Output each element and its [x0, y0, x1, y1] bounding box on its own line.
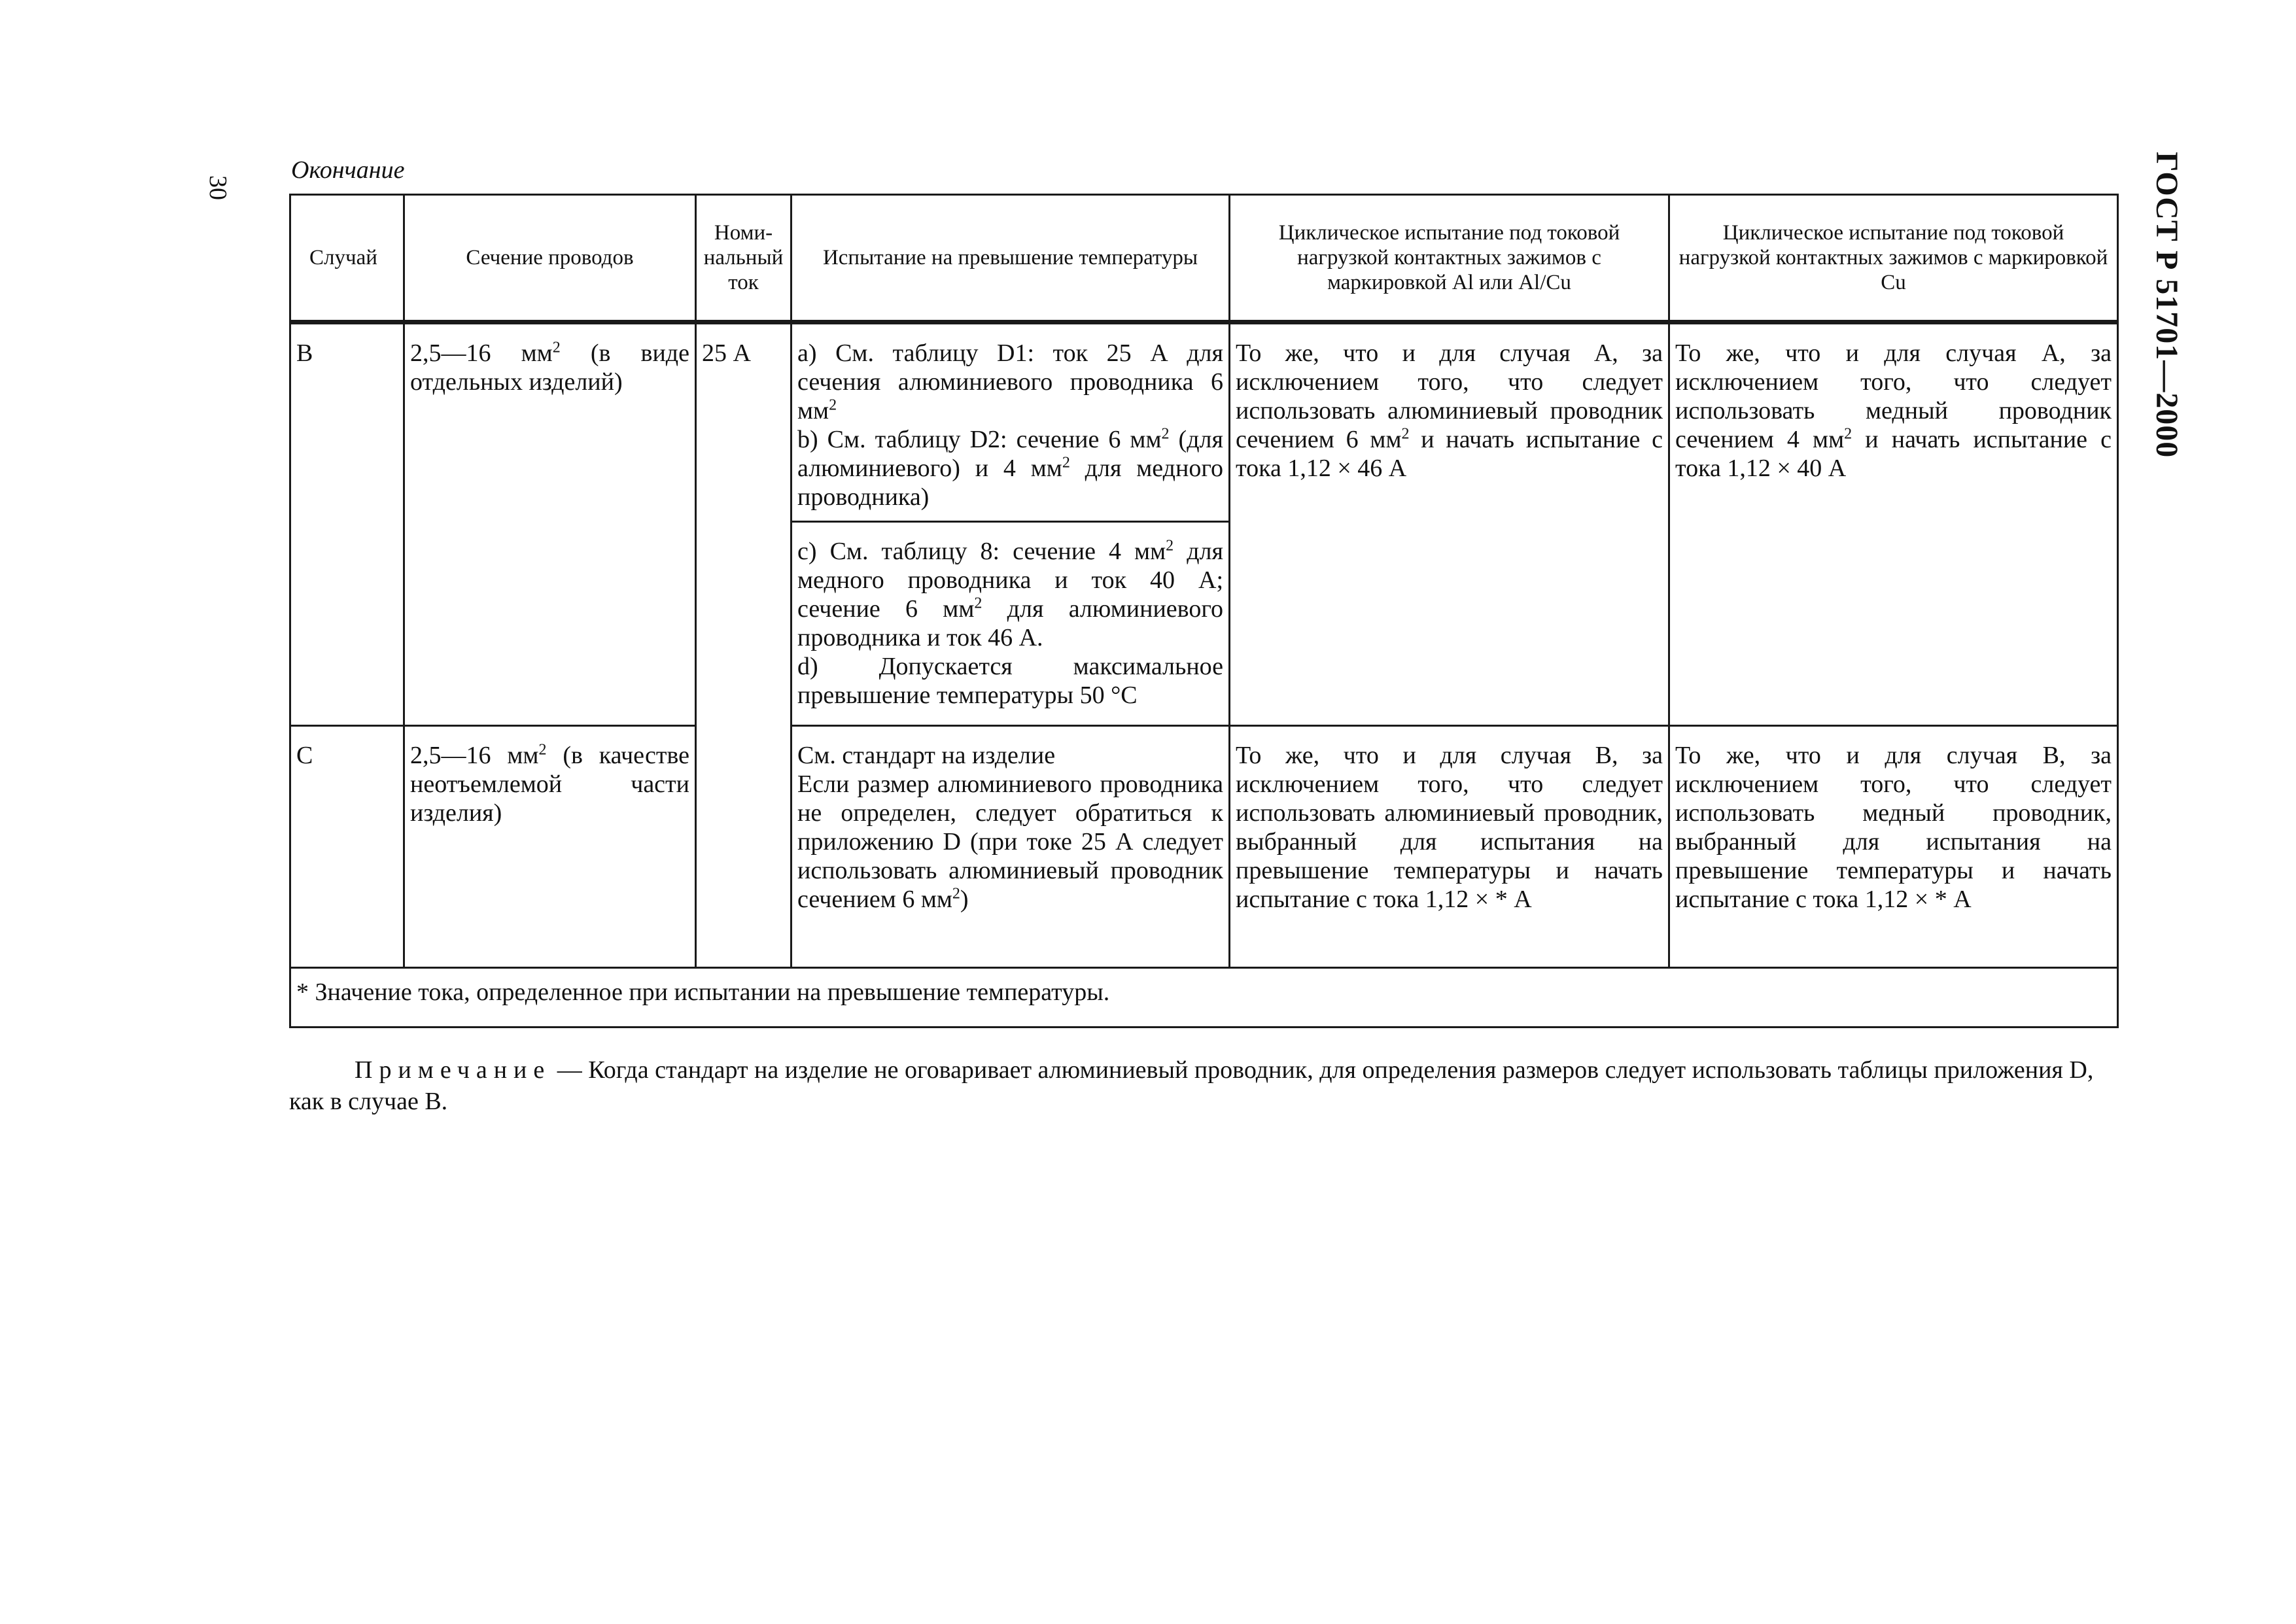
temp-b-text-3: для медного проводника): [797, 455, 1223, 511]
continuation-label: Окончание: [291, 156, 405, 184]
cyclic-cu-b-text: То же, что и для случая А, за исключением того, что следует использовать медный проводник сечением 4 мм: [1675, 339, 2112, 453]
temp-b-sup-1: 2: [1161, 425, 1170, 443]
cell-cyclic-al-b: [1230, 322, 1669, 726]
table-header-row: [290, 195, 2118, 322]
cell-case-b: B: [290, 322, 404, 726]
temp-a-text: a) См. таблицу D1: ток 25 А для сечения алюминиевого проводника 6 мм: [797, 339, 1223, 424]
temp-d-text: d) Допускается максимальное превышение температуры 50 °C: [797, 653, 1223, 709]
header-nominal-current: Номи-нальный ток: [696, 195, 791, 322]
cyclic-al-b-sup: 2: [1401, 425, 1410, 443]
page-number: 30: [204, 175, 232, 200]
temp-c-line-2-sup: 2: [952, 885, 960, 903]
temp-c-text-2: для медного проводника и ток 40 А; сечение 6 мм: [797, 538, 1223, 623]
cell-temp-c: [791, 726, 1230, 968]
temp-b-text: b) См. таблицу D2: сечение 6 мм: [797, 426, 1162, 453]
table-footnote: * Значение тока, определенное при испытании на превышение температуры.: [290, 968, 2118, 1028]
cell-section-c: [404, 726, 696, 968]
temp-c-sup-1: 2: [1166, 537, 1174, 555]
temp-c-text: c) См. таблицу 8: сечение 4 мм: [797, 538, 1166, 565]
cyclic-cu-b-sup: 2: [1844, 425, 1852, 443]
section-c-text: 2,5—16 мм: [410, 742, 539, 769]
requirements-table: [289, 194, 2119, 1028]
temp-c-line-1: См. стандарт на изделие: [797, 742, 1056, 769]
temp-c-line-2: Если размер алюминиевого проводника не определен, следует обратиться к приложению D (при токе 25 А следует использовать алюминиевый проводник сечением 6 мм: [797, 770, 1223, 913]
temp-b-cd-block: [792, 523, 1228, 715]
cyclic-al-b-text: То же, что и для случая А, за исключением того, что следует использовать алюминиевый проводник сечением 6 мм: [1236, 339, 1663, 453]
header-section: Сечение проводов: [404, 195, 696, 322]
section-c-text-2: (в качестве неотъемлемой части изделия): [410, 742, 690, 827]
note-label: Примечание: [355, 1056, 551, 1084]
section-b-text-2: (в виде отдельных изделий): [410, 339, 689, 396]
cell-cyclic-al-c: То же, что и для случая В, за исключением того, что следует использовать алюминиевый проводник, выбранный для испытания на превышение температуры и начать испытание с тока 1,12 × * А: [1230, 726, 1669, 968]
cell-temp-b: [791, 322, 1230, 726]
note-paragraph: [289, 1054, 2117, 1117]
cell-nominal-current: 25 А: [696, 322, 791, 968]
cell-cyclic-cu-b: [1669, 322, 2118, 726]
section-c-sup: 2: [538, 741, 547, 759]
header-temp-rise: Испытание на превышение температуры: [791, 195, 1230, 322]
section-b-sup: 2: [552, 339, 561, 356]
table-row-c: [290, 726, 2118, 968]
temp-b-sup-2: 2: [1062, 454, 1070, 472]
cell-case-c: C: [290, 726, 404, 968]
section-b-text: 2,5—16 мм: [410, 339, 553, 367]
header-case: Случай: [290, 195, 404, 322]
table-row-b: [290, 322, 2118, 726]
table-footnote-row: [290, 968, 2118, 1028]
temp-c-text-3: для алюминиевого проводника и ток 46 А.: [797, 595, 1223, 651]
cyclic-cu-b-text-2: и начать испытание с тока 1,12 × 40 А: [1675, 426, 2112, 482]
header-cyclic-cu: Циклическое испытание под токовой нагрузкой контактных зажимов с маркировкой Cu: [1669, 195, 2118, 322]
document-code: ГОСТ Р 51701—2000: [2149, 152, 2184, 458]
temp-b-text-2: (для алюминиевого) и 4 мм: [797, 426, 1223, 482]
note-text: — Когда стандарт на изделие не оговаривает алюминиевый проводник, для определения размеров следует использовать таблицы приложения D, как в случае В.: [289, 1056, 2094, 1115]
cell-section-b: [404, 322, 696, 726]
cyclic-al-b-text-2: и начать испытание с тока 1,12 × 46 А: [1236, 426, 1663, 482]
temp-c-line-2-end: ): [960, 886, 969, 913]
temp-a-sup: 2: [829, 396, 837, 414]
cell-cyclic-cu-c: То же, что и для случая В, за исключением того, что следует использовать медный проводник, выбранный для испытания на превышение температуры и начать испытание с тока 1,12 × * А: [1669, 726, 2118, 968]
temp-c-sup-2: 2: [974, 595, 983, 612]
header-cyclic-al: Циклическое испытание под токовой нагрузкой контактных зажимов с маркировкой Al или Al/Cu: [1230, 195, 1669, 322]
temp-b-ab-block: [792, 324, 1228, 521]
